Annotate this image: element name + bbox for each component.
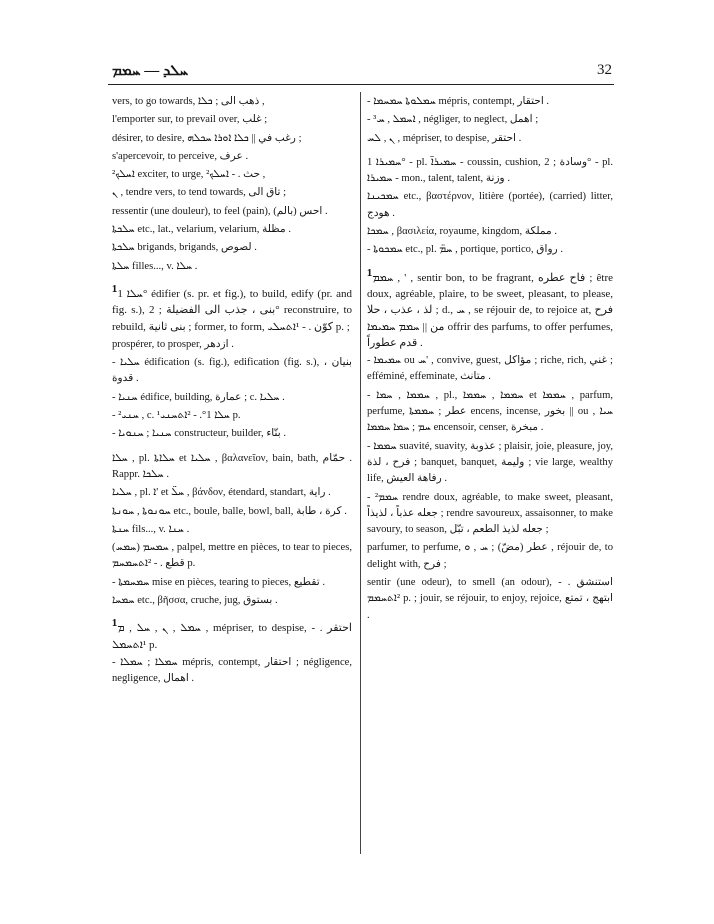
dictionary-entry: - ܚܠܝܐ édification (s. fig.), edification (fig. s.), بنيان ، قدوة . xyxy=(112,357,352,385)
dictionary-entry: - ³ܐܚܡܠ , ܚ , négliger, to neglect, اهمل ; xyxy=(367,114,539,126)
dictionary-entry: - ܚܡܠܘܬܐ ܚܡܚܡܐ mépris, contempt, احتقار . xyxy=(367,96,550,107)
dictionary-entry: (ܚܡܚ) ܚܡܚܡ , palpel, mettre en pièces, to tear to pieces, قطع . - ²ܐܬܚܡܚܡ p. xyxy=(112,542,352,570)
dictionary-entry: ¹ܚܠܐ 1° édifier (s. pr. et fig.), to build, edify (pr. and fig. s.), بنى ، جذب الى الفضيلة ; 2° reconstruire, to rebuild, بنى ثانية ; former, to form, كوّن . - ¹ܐܬܚܠܝ p. ; xyxy=(112,280,352,333)
right-column xyxy=(367,94,613,626)
dictionary-entry: ܚܘܢܘܬܐ , ܚܘܢܬܐ etc., boule, balle, bowl, ball, كرة ، طابة . xyxy=(112,505,347,517)
dictionary-entry: - ܚܡܚܡܬܐ mise en pièces, tearing to pieces, تقطيع . xyxy=(112,576,325,588)
header-rule xyxy=(108,84,614,85)
dictionary-entry: - ܚܡܟܘܬܐ etc., pl. ܚܡ̈ , portique, portico, رواق . xyxy=(367,244,563,256)
dictionary-entry: - ܚܢܝܐ édifice, building, عمارة ; c. ܚܠܝܐ . xyxy=(112,391,285,403)
dictionary-entry: ܚܠܐ , pl. ܚܠܐܬܐ et ܚܠܝܐ , βαλανεῖον, bain, bath, حمّام . Rappr. ܚܠܟܐ . xyxy=(112,452,352,480)
dictionary-entry: ܚܡܚܐ etc., βῆσσα, cruche, jug, بستوق . xyxy=(112,595,278,607)
dictionary-entry: vers, to go towards, ذهب الى ; ܟܠܐ , xyxy=(112,96,265,107)
dictionary-entry: désirer, to desire, رغب في || ܟܠܐ ܐܘܪܐ ܚܟܠܗ ; xyxy=(112,132,302,144)
dictionary-entry: s'apercevoir, to perceive, عرف . xyxy=(112,150,249,162)
dictionary-entry: parfumer, to perfume, عطر (مضّ) ; ܚ , ܘ , réjouir de, to delight with, فرح ; xyxy=(367,542,613,570)
dictionary-entry: - ܚܡܠܐ ; ܚܡܠܐ mépris, contempt, احتقار ; négligence, negligence, اهمال . xyxy=(112,656,352,685)
dictionary-entry: ¹ܚܡܠ , ܢ , ܚܠ , ܡ , mépriser, to despise, احتقر . - ¹ܐܬܚܡܠ p. xyxy=(112,615,352,651)
left-column xyxy=(112,94,352,690)
dictionary-entry: - ܚܢܝܐ ; ܚܢܘܝܐ constructeur, builder, بنّاء . xyxy=(112,428,286,440)
page-number: 32 xyxy=(597,62,612,78)
dictionary-entry: ܐܚܠܟ² exciter, to urge, حث . - ܐܚܠܟ² , xyxy=(112,169,266,181)
dictionary-entry: prospérer, to prosper, ازدهر . xyxy=(112,338,234,350)
dictionary-entry: - ܚܡܝܡܐ ou ܚ' , convive, guest, مؤاكل ; riche, rich, غني ; efféminé, effeminate, متانث . xyxy=(367,355,614,383)
dictionary-entry: ܢ , ܠܚ , mépriser, to despise, احتقر . xyxy=(367,132,522,144)
page-header xyxy=(112,62,612,84)
running-head: ܚܠܕ — ܚܡܡ xyxy=(112,63,189,79)
column-divider xyxy=(360,92,361,854)
dictionary-entry: - ²ܚܡܡ rendre doux, agréable, to make sweet, pleasant, جعله عذباً ، لذيذاً ; rendre savoureux, assaisonner, to make savoury, to season, جعله لذيذ الطعم ، تبّل ; xyxy=(367,491,613,536)
dictionary-entry: ܚܠܟܬܐ etc., lat., velarium, velarium, مظلة . xyxy=(112,224,291,236)
dictionary-entry: - ܚܡܡܐ , ܚܡܐ , pl., ܚܡܡܐ , ܚܡܡܐ et ܚܡܡܐ , parfum, perfume, عطر ; ܚܡܡܬܐ encens, incense, بخور || ou ܚܝܐ , ܚܡ ; ܚܡܐ ܚܡܡܐ encensoir, censer, مبخرة . xyxy=(367,389,613,434)
dictionary-entry: ¹ܚܡܡ , ' , sentir bon, to be fragrant, فاح عطره ; être doux, agréable, plaire, to be sweet, pleasant, to please, لذ ، عذب ، حلا ; d., ܚ , se réjouir de, to rejoice at, فرح من || ܚܡܡ ܚܡܝܡܐ offrir des parfums, to offer perfumes, قدم عطوراً . xyxy=(367,264,613,349)
dictionary-entry: ܚܢܬܐ fils..., v. ܚܢܐ . xyxy=(112,523,190,535)
dictionary-entry: - ²ܚܢܝ , c. ¹ܚܠܐ 1°. - ²ܐܬܚܢܝ p. xyxy=(112,410,241,422)
dictionary-entry: ressentir (une douleur), to feel (pain), احس (بالم) . xyxy=(112,205,328,217)
dictionary-entry: ܚܡܝܪܐ 1° - pl. ܚܡܝܪܐ̈ - coussin, cushion, وسادة ; 2° - pl. ܚܡܝܪܐ - mon., talent, talent, وزنة . xyxy=(367,156,613,185)
dictionary-entry: ܢ , tendre vers, to tend towards, تاق الى ; xyxy=(112,187,287,199)
dictionary-entry: ܚܠܬܐ filles..., v. ܚܠܐ . xyxy=(112,260,198,272)
dictionary-entry: sentir (une odeur), to smell (an odour), استنشق . - ²ܐܬܚܡܡ p. ; jouir, se réjouir, to enjoy, rejoice, ابتهج ، تمتع . xyxy=(367,577,613,621)
dictionary-entry: ܚܠܟܬܐ brigands, brigands, لصوص . xyxy=(112,242,257,254)
dictionary-entry: l'emporter sur, to prevail over, غلب ; xyxy=(112,114,268,126)
dictionary-entry: ܚܡܟܝܢܐ etc., βαστέρνον, litière (portée), (carried) litter, هودج . xyxy=(367,191,613,219)
dictionary-entry: ܚܠܝܐ , pl. ܐ' et ܚܠ̈ , βάνδον, étendard, standart, راية . xyxy=(112,487,331,499)
dictionary-entry: ܚܡܟܐ , βασιλεία, royaume, kingdom, مملكة . xyxy=(367,226,557,238)
dictionary-entry: - ܚܡܡܐ suavité, suavity, عذوبة ; plaisir, joie, pleasure, joy, فرح ، لذة ; banquet, banquet, وليمة ; vie large, wealthy life, رفاهة العيش . xyxy=(367,440,613,485)
